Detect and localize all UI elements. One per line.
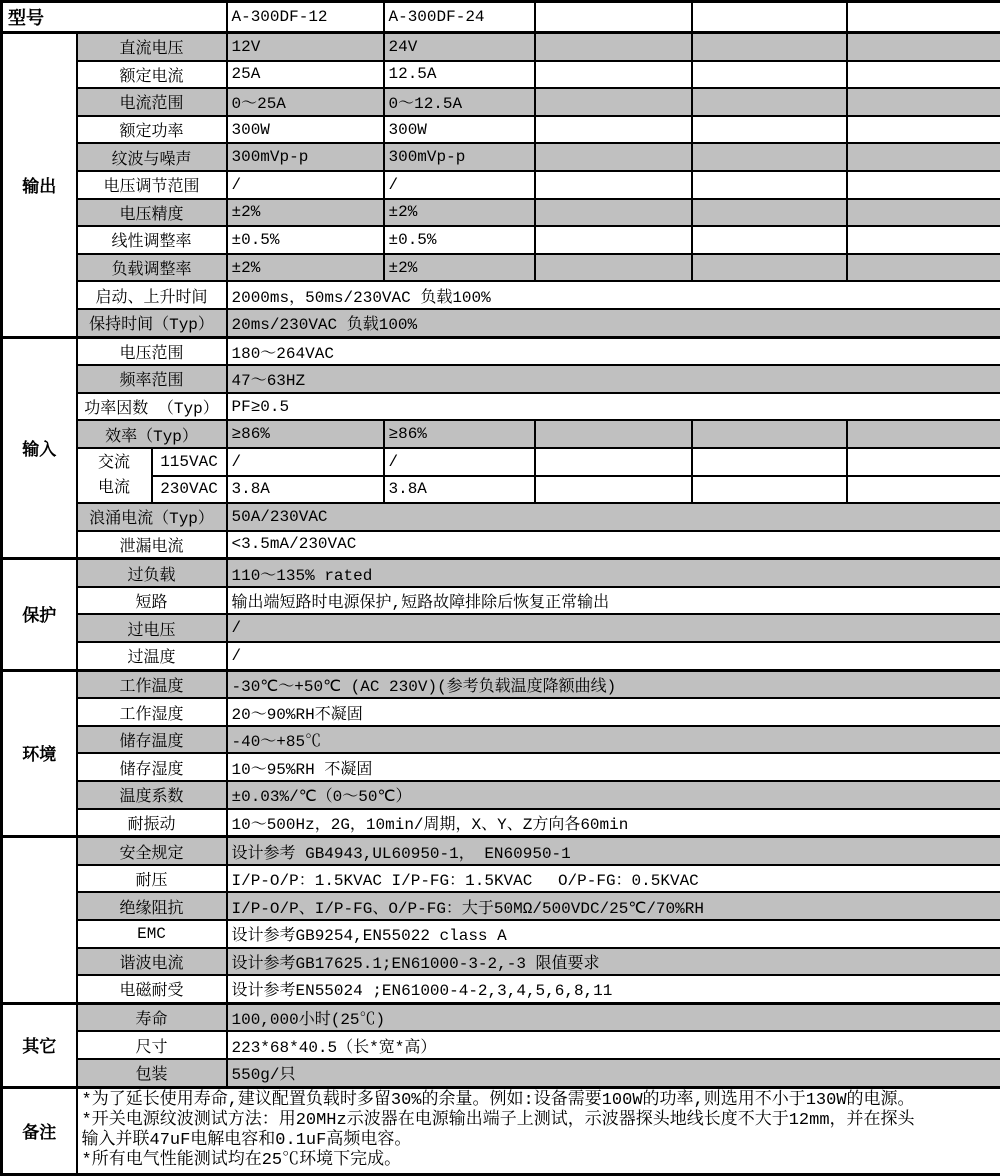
row-label-cell: 线性调整率 [77, 226, 227, 254]
spec-value-cell: 300mVp-p [384, 143, 535, 171]
row-label-cell: 效率（Typ） [77, 420, 227, 448]
spec-value-cell: 20ms/230VAC 负载100% [227, 309, 1000, 337]
spec-row [2, 420, 1000, 448]
spec-row [2, 448, 1000, 476]
spec-value-cell: / [384, 171, 535, 199]
empty-cell [847, 171, 1000, 199]
row-label-cell: 频率范围 [77, 365, 227, 393]
spec-row [2, 753, 1000, 781]
spec-value-cell: 设计参考EN55024 ;EN61000-4-2,3,4,5,6,8,11 [227, 975, 1000, 1003]
empty-cell [535, 33, 692, 61]
spec-row [2, 143, 1000, 171]
empty-cell [847, 476, 1000, 504]
spec-value-cell: ±2% [384, 199, 535, 227]
sub-label-cell: 230VAC [152, 476, 227, 504]
spec-row [2, 614, 1000, 642]
spec-row [2, 393, 1000, 421]
spec-row [2, 281, 1000, 309]
spec-row [2, 559, 1000, 587]
spec-value-cell: 110～135% rated [227, 559, 1000, 587]
row-label-cell: 安全规定 [77, 837, 227, 865]
spec-value-cell: / [384, 448, 535, 476]
empty-cell [535, 420, 692, 448]
spec-value-cell: 3.8A [384, 476, 535, 504]
row-label-cell: 泄漏电流 [77, 531, 227, 559]
empty-cell [692, 171, 847, 199]
spec-value-cell: ±2% [384, 254, 535, 282]
remark-row [2, 1087, 1000, 1174]
empty-cell [535, 226, 692, 254]
spec-value-cell: 20～90%RH不凝固 [227, 698, 1000, 726]
row-label-cell: 额定功率 [77, 116, 227, 144]
empty-cell [535, 2, 692, 33]
dual-label-line: 交流 [78, 451, 151, 476]
spec-value-cell: 10～95%RH 不凝固 [227, 753, 1000, 781]
row-label-cell: 过温度 [77, 642, 227, 670]
spec-row [2, 865, 1000, 893]
row-label-cell: 谐波电流 [77, 948, 227, 976]
spec-row [2, 531, 1000, 559]
row-label-cell: 绝缘阻抗 [77, 892, 227, 920]
spec-row [2, 61, 1000, 89]
spec-value-cell: PF≥0.5 [227, 393, 1000, 421]
spec-value-cell: 0～12.5A [384, 88, 535, 116]
spec-value-cell: 设计参考GB9254,EN55022 class A [227, 920, 1000, 948]
spec-value-cell: 12.5A [384, 61, 535, 89]
empty-cell [692, 88, 847, 116]
empty-cell [847, 2, 1000, 33]
row-label-cell: 负载调整率 [77, 254, 227, 282]
row-label-cell: 储存湿度 [77, 753, 227, 781]
spec-value-cell: 3.8A [227, 476, 384, 504]
spec-row [2, 33, 1000, 61]
dual-label-line: 电流 [78, 476, 151, 501]
spec-row [2, 920, 1000, 948]
empty-cell [692, 448, 847, 476]
empty-cell [535, 88, 692, 116]
remark-line: *为了延长使用寿命,建议配置负载时多留30%的余量。例如:设备需要100W的功率,则选用不小于130W的电源。 [82, 1091, 997, 1111]
row-label-cell: 电磁耐受 [77, 975, 227, 1003]
row-label-cell: 启动、上升时间 [77, 281, 227, 309]
row-label-cell: 温度系数 [77, 781, 227, 809]
empty-cell [535, 448, 692, 476]
spec-row [2, 199, 1000, 227]
spec-row [2, 975, 1000, 1003]
spec-value-cell: 设计参考GB17625.1;EN61000-3-2,-3 限值要求 [227, 948, 1000, 976]
spec-row [2, 337, 1000, 365]
spec-row [2, 503, 1000, 531]
spec-row [2, 365, 1000, 393]
spec-row [2, 837, 1000, 865]
spec-row [2, 1003, 1000, 1031]
section-group-cell [2, 837, 77, 1004]
model-row-label: 型号 [2, 2, 227, 33]
spec-row [2, 948, 1000, 976]
remark-line: 输入并联47uF电解电容和0.1uF高频电容。 [82, 1131, 997, 1151]
spec-value-cell: 50A/230VAC [227, 503, 1000, 531]
model-name-cell: A-300DF-24 [384, 2, 535, 33]
row-label-cell: 电流范围 [77, 88, 227, 116]
spec-value-cell: I/P-O/P：1.5KVAC I/P-FG：1.5KVAC O/P-FG：0.5KVAC [227, 865, 1000, 893]
spec-table-body [2, 2, 1000, 1175]
spec-row [2, 1059, 1000, 1087]
empty-cell [847, 254, 1000, 282]
empty-cell [692, 254, 847, 282]
model-name-cell: A-300DF-12 [227, 2, 384, 33]
spec-value-cell: ±0.03%/℃（0～50℃） [227, 781, 1000, 809]
spec-value-cell: 12V [227, 33, 384, 61]
spec-value-cell: ±0.5% [384, 226, 535, 254]
empty-cell [847, 448, 1000, 476]
row-label-cell: 耐压 [77, 865, 227, 893]
spec-value-cell: <3.5mA/230VAC [227, 531, 1000, 559]
spec-value-cell: 300mVp-p [227, 143, 384, 171]
empty-cell [535, 199, 692, 227]
empty-cell [692, 61, 847, 89]
row-label-cell [77, 448, 152, 503]
row-label-cell: 功率因数 （Typ） [77, 393, 227, 421]
spec-value-cell: 25A [227, 61, 384, 89]
section-group-cell: 输出 [2, 33, 77, 338]
row-label-cell: 寿命 [77, 1003, 227, 1031]
section-group-cell: 保护 [2, 559, 77, 670]
row-label-cell: 工作湿度 [77, 698, 227, 726]
spec-value-cell: 输出端短路时电源保护,短路故障排除后恢复正常输出 [227, 587, 1000, 615]
empty-cell [692, 116, 847, 144]
empty-cell [692, 2, 847, 33]
empty-cell [692, 476, 847, 504]
section-group-cell: 输入 [2, 337, 77, 559]
remark-group-cell: 备注 [2, 1087, 77, 1174]
empty-cell [535, 116, 692, 144]
empty-cell [847, 226, 1000, 254]
row-label-cell: 额定电流 [77, 61, 227, 89]
spec-value-cell: -40～+85℃ [227, 726, 1000, 754]
row-label-cell: EMC [77, 920, 227, 948]
row-label-cell: 工作温度 [77, 670, 227, 698]
empty-cell [847, 420, 1000, 448]
empty-cell [535, 143, 692, 171]
spec-row [2, 1031, 1000, 1059]
row-label-cell: 浪涌电流（Typ） [77, 503, 227, 531]
row-label-cell: 直流电压 [77, 33, 227, 61]
spec-value-cell: 设计参考 GB4943,UL60950-1， EN60950-1 [227, 837, 1000, 865]
spec-value-cell: 180～264VAC [227, 337, 1000, 365]
spec-row [2, 171, 1000, 199]
row-label-cell: 短路 [77, 587, 227, 615]
remark-text-cell [77, 1087, 1000, 1174]
empty-cell [847, 199, 1000, 227]
spec-value-cell: ±2% [227, 199, 384, 227]
empty-cell [847, 116, 1000, 144]
spec-value-cell: 10～500Hz，2G，10min/周期，X、Y、Z方向各60min [227, 809, 1000, 837]
row-label-cell: 包装 [77, 1059, 227, 1087]
section-group-cell: 环境 [2, 670, 77, 837]
spec-value-cell: ±2% [227, 254, 384, 282]
row-label-cell: 耐振动 [77, 809, 227, 837]
spec-row [2, 892, 1000, 920]
section-group-cell: 其它 [2, 1003, 77, 1087]
spec-value-cell: -30℃～+50℃ (AC 230V)(参考负载温度降额曲线) [227, 670, 1000, 698]
empty-cell [535, 476, 692, 504]
remark-line: *开关电源纹波测试方法：用20MHz示波器在电源输出端子上测试，示波器探头地线长度不大于12mm，并在探头 [82, 1111, 997, 1131]
row-label-cell: 电压范围 [77, 337, 227, 365]
empty-cell [535, 171, 692, 199]
row-label-cell: 纹波与噪声 [77, 143, 227, 171]
empty-cell [847, 143, 1000, 171]
spec-value-cell: ≥86% [227, 420, 384, 448]
spec-row [2, 809, 1000, 837]
spec-row [2, 226, 1000, 254]
spec-row [2, 781, 1000, 809]
spec-value-cell: 300W [227, 116, 384, 144]
spec-row [2, 254, 1000, 282]
empty-cell [692, 199, 847, 227]
spec-value-cell: I/P-O/P、I/P-FG、O/P-FG：大于50MΩ/500VDC/25℃/70%RH [227, 892, 1000, 920]
spec-value-cell: 223*68*40.5（长*宽*高） [227, 1031, 1000, 1059]
row-label-cell: 过负载 [77, 559, 227, 587]
empty-cell [847, 33, 1000, 61]
empty-cell [847, 88, 1000, 116]
model-header-row [2, 2, 1000, 33]
row-label-cell: 过电压 [77, 614, 227, 642]
empty-cell [692, 420, 847, 448]
spec-row [2, 476, 1000, 504]
spec-value-cell: 24V [384, 33, 535, 61]
spec-row [2, 698, 1000, 726]
spec-row [2, 309, 1000, 337]
spec-value-cell: 100,000小时(25℃) [227, 1003, 1000, 1031]
spec-row [2, 88, 1000, 116]
sub-label-cell: 115VAC [152, 448, 227, 476]
spec-value-cell: 550g/只 [227, 1059, 1000, 1087]
empty-cell [692, 143, 847, 171]
spec-value-cell: ≥86% [384, 420, 535, 448]
spec-row [2, 587, 1000, 615]
empty-cell [847, 61, 1000, 89]
spec-value-cell: 300W [384, 116, 535, 144]
spec-row [2, 726, 1000, 754]
remark-line: *所有电气性能测试均在25℃环境下完成。 [82, 1151, 997, 1171]
spec-row [2, 116, 1000, 144]
spec-value-cell: 47～63HZ [227, 365, 1000, 393]
spec-value-cell: / [227, 448, 384, 476]
spec-value-cell: / [227, 614, 1000, 642]
empty-cell [535, 61, 692, 89]
row-label-cell: 电压精度 [77, 199, 227, 227]
row-label-cell: 储存温度 [77, 726, 227, 754]
spec-row [2, 642, 1000, 670]
spec-row [2, 670, 1000, 698]
spec-value-cell: ±0.5% [227, 226, 384, 254]
row-label-cell: 尺寸 [77, 1031, 227, 1059]
spec-value-cell: 0～25A [227, 88, 384, 116]
spec-value-cell: 2000ms，50ms/230VAC 负载100% [227, 281, 1000, 309]
empty-cell [692, 33, 847, 61]
row-label-cell: 保持时间（Typ） [77, 309, 227, 337]
spec-value-cell: / [227, 171, 384, 199]
spec-value-cell: / [227, 642, 1000, 670]
empty-cell [692, 226, 847, 254]
empty-cell [535, 254, 692, 282]
row-label-cell: 电压调节范围 [77, 171, 227, 199]
